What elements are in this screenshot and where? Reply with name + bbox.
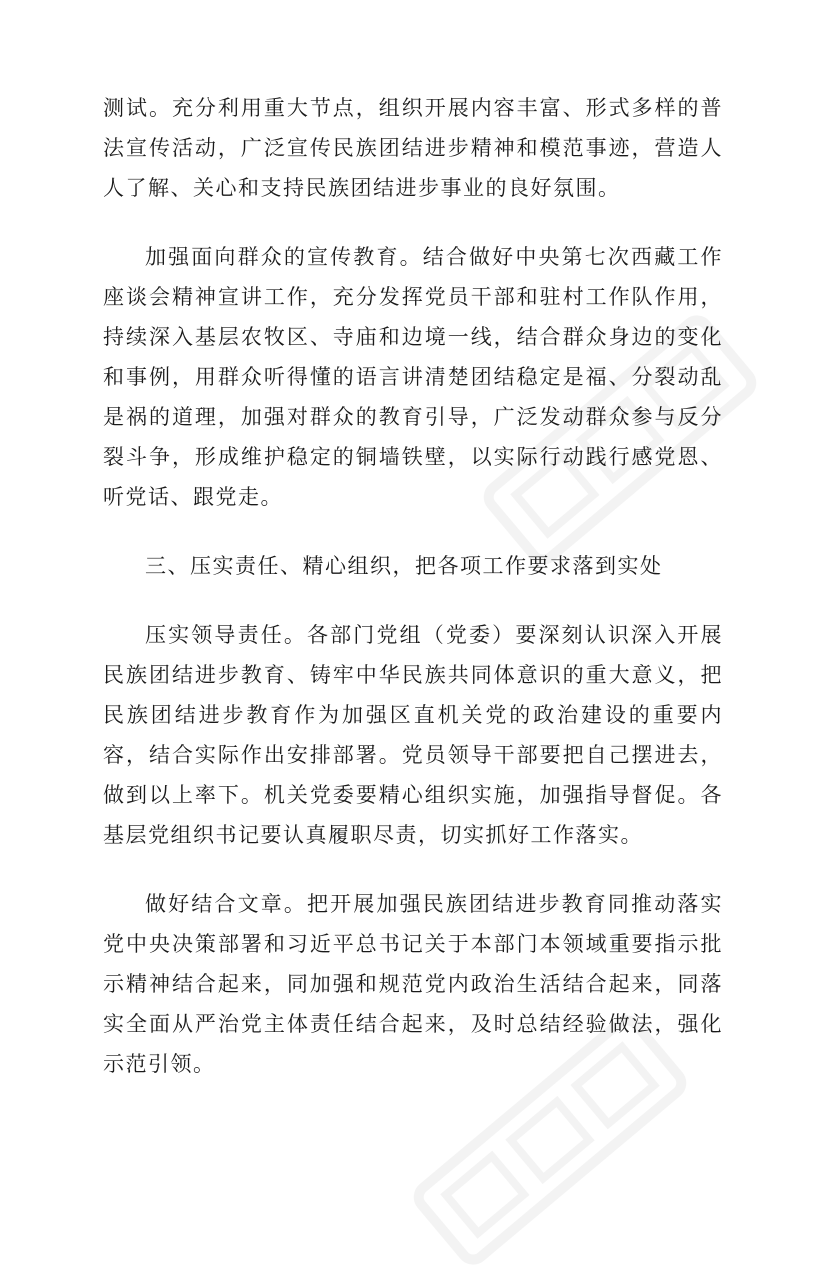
document-body bbox=[103, 88, 723, 1113]
paragraph-leadership-responsibility: 压实领导责任。各部门党组（党委）要深刻认识深入开展民族团结进步教育、铸牢中华民族共同体意识的重大意义，把民族团结进步教育作为加强区直机关党的政治建设的重要内容，结合实际作出安排部署。党员领导干部要把自己摆进去，做到以上率下。机关党委要精心组织实施，加强指导督促。各基层党组织书记要认真履职尽责，切实抓好工作落实。 bbox=[103, 623, 723, 847]
paragraph-continued: 测试。充分利用重大节点，组织开展内容丰富、形式多样的普法宣传活动，广泛宣传民族团结进步精神和模范事迹，营造人人了解、关心和支持民族团结进步事业的良好氛围。 bbox=[103, 96, 723, 200]
paragraph-public-education: 加强面向群众的宣传教育。结合做好中央第七次西藏工作座谈会精神宣讲工作，充分发挥党员干部和驻村工作队作用，持续深入基层农牧区、寺庙和边境一线，结合群众身边的变化和事例，用群众听得懂的语言讲清楚团结稳定是福、分裂动乱是祸的道理，加强对群众的教育引导，广泛发动群众参与反分裂斗争，形成维护稳定的铜墙铁壁，以实际行动践行感党恩、听党话、跟党走。 bbox=[103, 245, 723, 509]
section-heading-3: 三、压实责任、精心组织，把各项工作要求落到实处 bbox=[145, 554, 663, 578]
paragraph-integration: 做好结合文章。把开展加强民族团结进步教育同推动落实党中央决策部署和习近平总书记关于本部门本领域重要指示批示精神结合起来，同加强和规范党内政治生活结合起来，同落实全面从严治党主体责任结合起来，及时总结经验做法，强化示范引领。 bbox=[103, 892, 723, 1076]
